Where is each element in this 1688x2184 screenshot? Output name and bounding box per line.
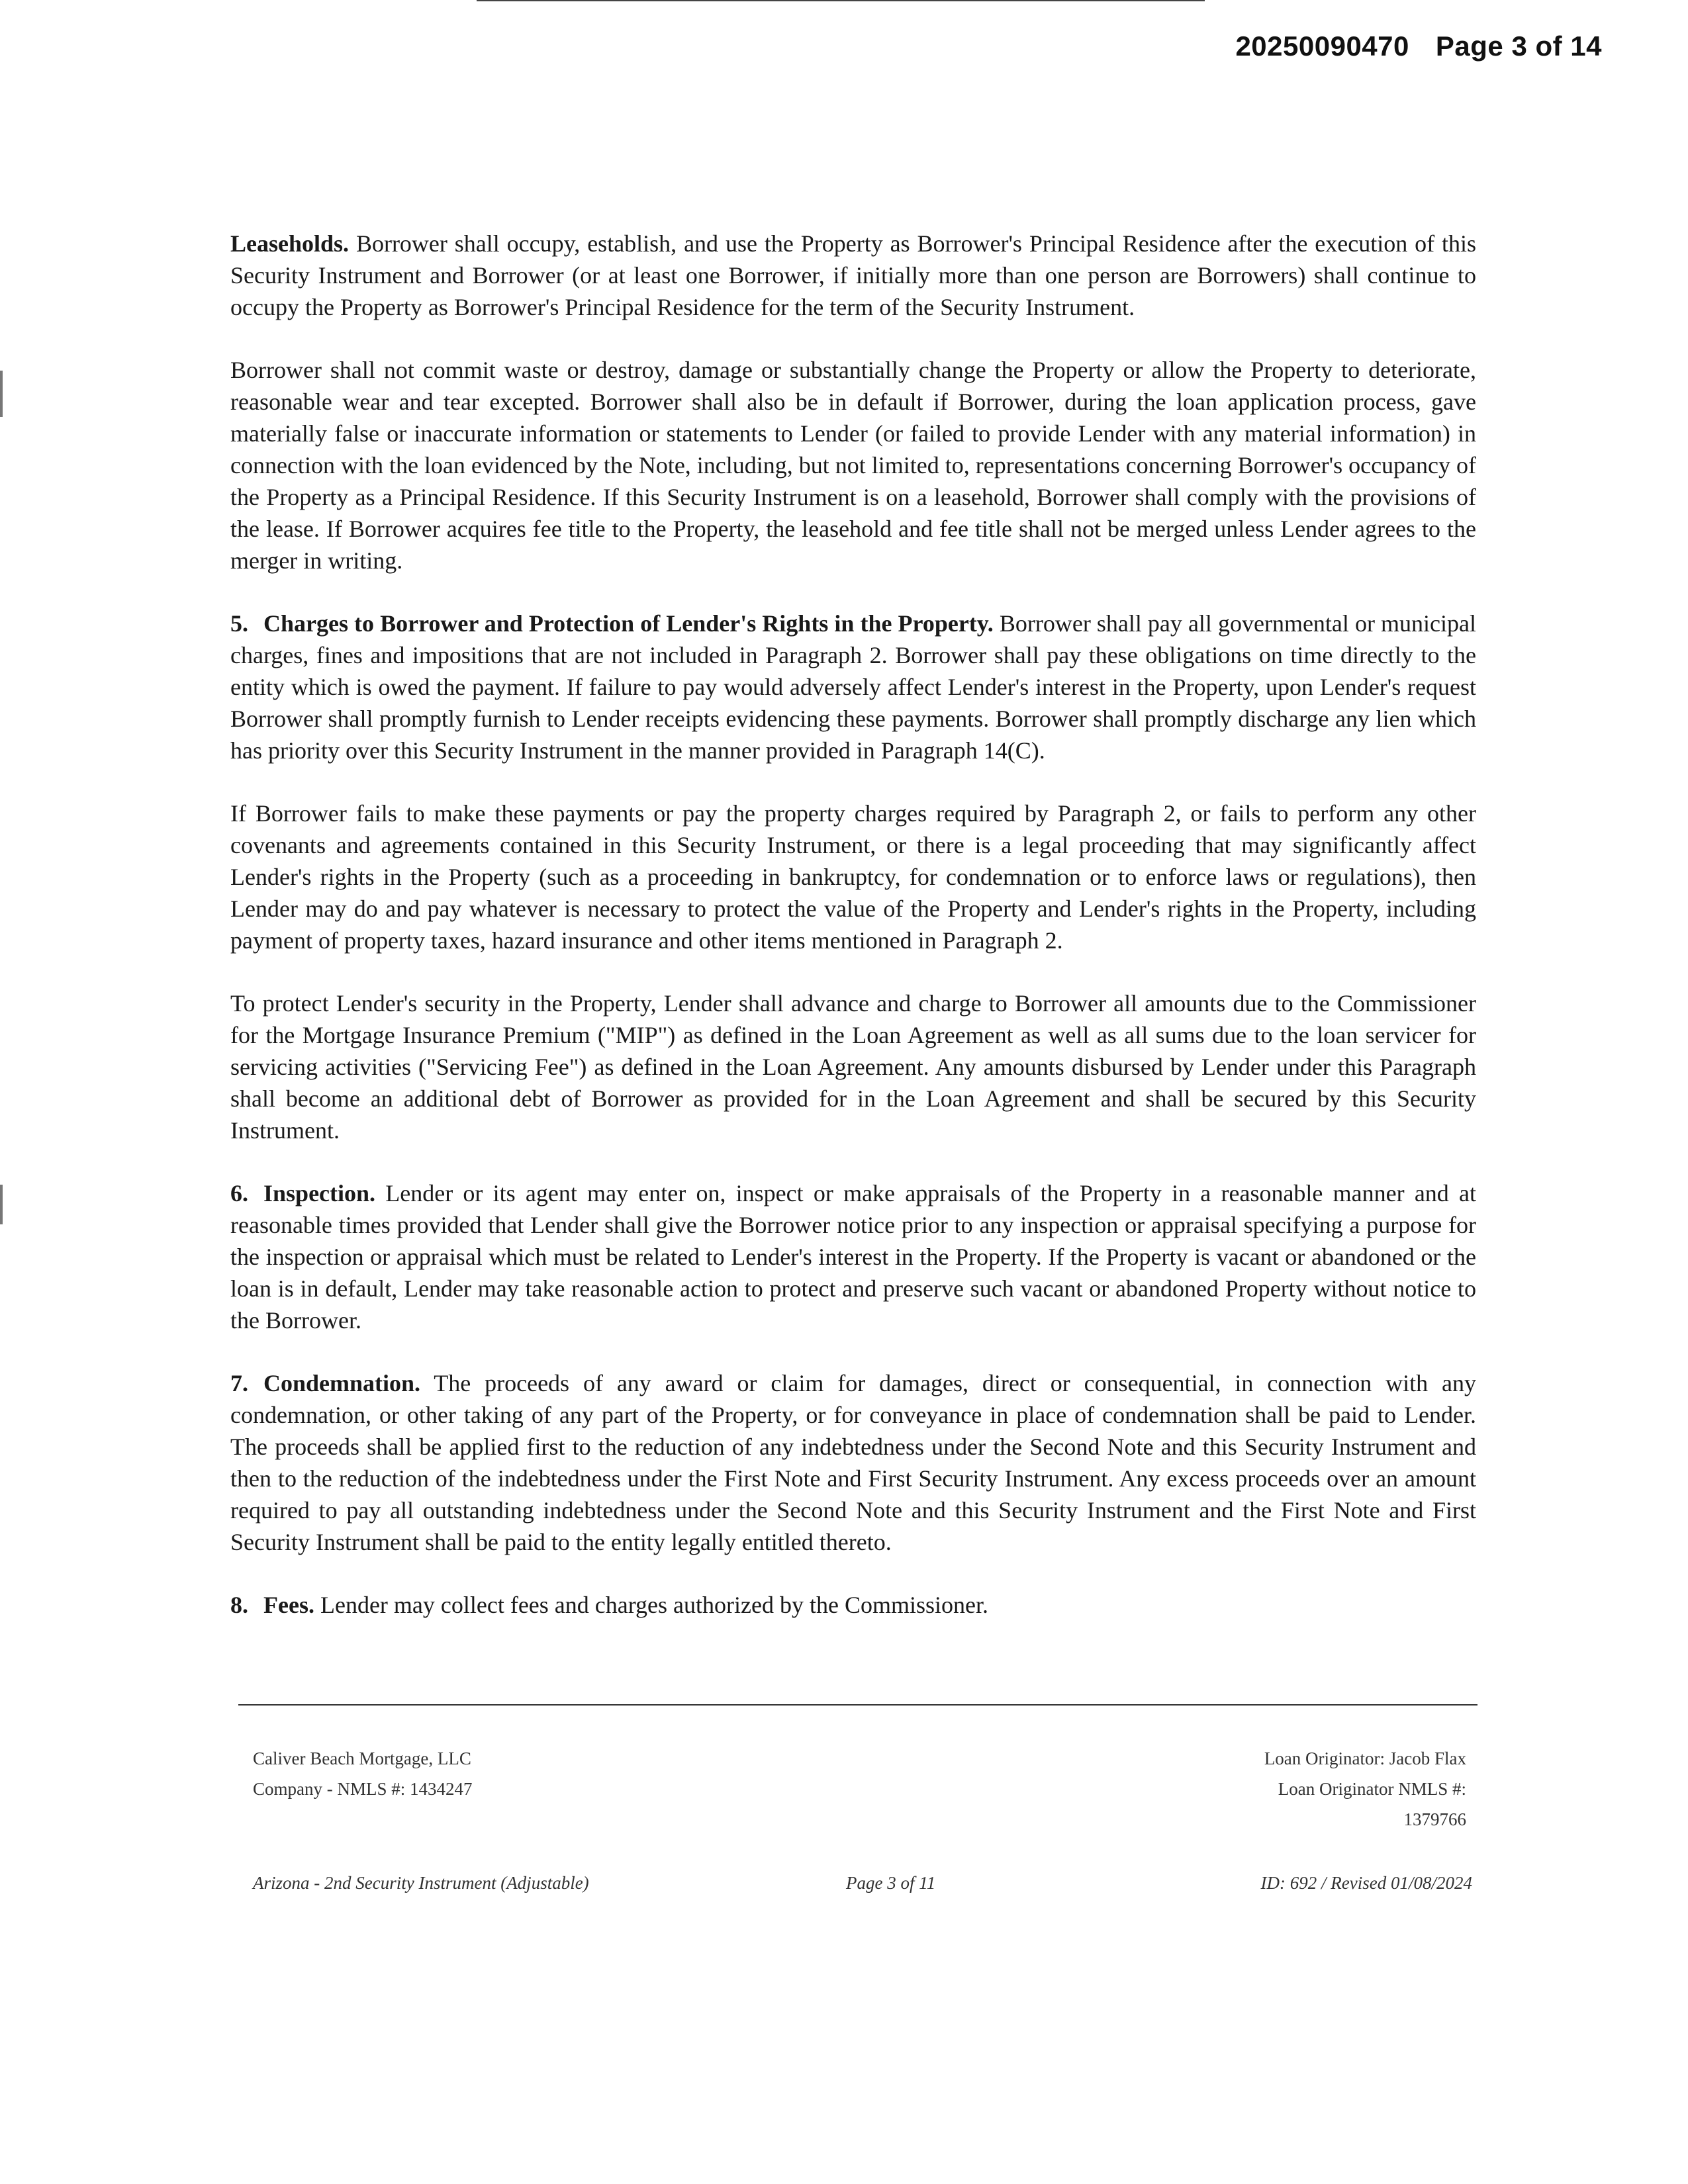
paragraph-number: 7. [230, 1370, 248, 1396]
company-nmls: Company - NMLS #: 1434247 [253, 1779, 473, 1799]
document-body [230, 228, 1476, 1652]
scan-margin-mark [0, 371, 3, 417]
paragraph-waste: Borrower shall not commit waste or destroy, damage or substantially change the Property or allow the Property to deteriorate, reasonable wear and tear excepted. Borrower shall also be in default if Borrower, during the loan application process, gave materially false or inaccurate information or statements to Lender (or failed to provide Lender with any material information) in connection with the loan evidenced by the Note, including, but not limited to, representations concerning Borrower's occupancy of the Property as a Principal Residence. If this Security Instrument is on a leasehold, Borrower shall comply with the provisions of the lease. If Borrower acquires fee title to the Property, the leasehold and fee title shall not be merged unless Lender agrees to the merger in writing. [230, 357, 1476, 574]
scan-margin-mark [0, 1185, 3, 1224]
paragraph-heading: Fees. [263, 1592, 314, 1618]
paragraph-number: 5. [230, 610, 248, 637]
paragraph-text: The proceeds of any award or claim for damages, direct or consequential, in connection with any condemnation, or other taking of any part of the Property, or for conveyance in place of condemnation shall be paid to Lender. The proceeds shall be applied first to the reduction of any indebtedness under the Second Note and this Security Instrument and then to the reduction of the indebtedness under the First Note and First Security Instrument. Any excess proceeds over an amount required to pay all outstanding indebtedness under the Second Note and this Security Instrument and the First Note and First Security Instrument shall be paid to the entity legally entitled thereto. [230, 1370, 1476, 1555]
paragraph-number: 8. [230, 1592, 248, 1618]
paragraph-heading: Inspection. [263, 1180, 376, 1206]
footer-originator-block [1264, 1743, 1466, 1835]
paragraph-5-mip: To protect Lender's security in the Property, Lender shall advance and charge to Borrower all amounts due to the Commissioner for the Mortgage Insurance Premium ("MIP") as defined in the Loan Agreement as well as all sums due to the loan servicer for servicing activities ("Servicing Fee") as defined in the Loan Agreement. Any amounts disbursed by Lender under this Paragraph shall become an additional debt of Borrower as provided for in the Loan Agreement and shall be secured by this Security Instrument. [230, 990, 1476, 1144]
paragraph-text: Borrower shall pay all governmental or municipal charges, fines and impositions that are not included in Paragraph 2. Borrower shall pay these obligations on time directly to the entity which is owed the payment. If failure to pay would adversely affect Lender's interest in the Property, upon Lender's request Borrower shall promptly furnish to Lender receipts evidencing these payments. Borrower shall promptly discharge any lien which has priority over this Security Instrument in the manner provided in Paragraph 14(C). [230, 610, 1476, 764]
page-counter: Page 3 of 14 [1435, 30, 1602, 62]
company-name: Caliver Beach Mortgage, LLC [253, 1749, 471, 1768]
originator-nmls-label: Loan Originator NMLS #: [1278, 1779, 1466, 1799]
paragraph-6-inspection [230, 1177, 1476, 1336]
paragraph-heading: Leaseholds. [230, 230, 350, 257]
recording-stamp [1235, 30, 1602, 62]
paragraph-leaseholds [230, 228, 1476, 323]
paragraph-text: Lender or its agent may enter on, inspect or make appraisals of the Property in a reasonable manner and at reasonable times provided that Lender shall give the Borrower notice prior to any inspection or appraisal specifying a purpose for the inspection or appraisal which must be related to Lender's interest in the Property. If the Property is vacant or abandoned or the loan is in default, Lender may take reasonable action to protect and preserve such vacant or abandoned Property without notice to the Borrower. [230, 1180, 1476, 1334]
paragraph-5-continued: If Borrower fails to make these payments or pay the property charges required by Paragraph 2, or fails to perform any other covenants and agreements contained in this Security Instrument, or there is a legal proceeding that may significantly affect Lender's rights in the Property (such as a proceeding in bankruptcy, for condemnation or to enforce laws or regulations), then Lender may do and pay whatever is necessary to protect the value of the Property and Lender's rights in the Property, including payment of property taxes, hazard insurance and other items mentioned in Paragraph 2. [230, 800, 1476, 954]
paragraph-number: 6. [230, 1180, 248, 1206]
paragraph-text: Borrower shall occupy, establish, and use the Property as Borrower's Principal Residence after the execution of this Security Instrument and Borrower (or at least one Borrower, if initially more than one person are Borrowers) shall continue to occupy the Property as Borrower's Principal Residence for the term of the Security Instrument. [230, 230, 1476, 320]
paragraph-7-condemnation [230, 1367, 1476, 1558]
paragraph-8-fees [230, 1589, 1476, 1621]
form-name: Arizona - 2nd Security Instrument (Adjustable) [253, 1873, 589, 1893]
paragraph-heading: Condemnation. [263, 1370, 421, 1396]
paragraph-heading: Charges to Borrower and Protection of Lender's Rights in the Property. [263, 610, 994, 637]
document-number: 20250090470 [1235, 30, 1409, 62]
top-edge-line [477, 0, 1205, 1]
loan-originator: Loan Originator: Jacob Flax [1264, 1749, 1466, 1768]
paragraph-5-charges [230, 608, 1476, 766]
originator-nmls-number: 1379766 [1403, 1809, 1466, 1829]
paragraph-text: Lender may collect fees and charges authorized by the Commissioner. [314, 1592, 988, 1618]
form-id: ID: 692 / Revised 01/08/2024 [1260, 1873, 1472, 1893]
footer-divider [238, 1704, 1477, 1706]
form-page-number: Page 3 of 11 [846, 1873, 936, 1893]
footer-company-block [253, 1743, 473, 1804]
